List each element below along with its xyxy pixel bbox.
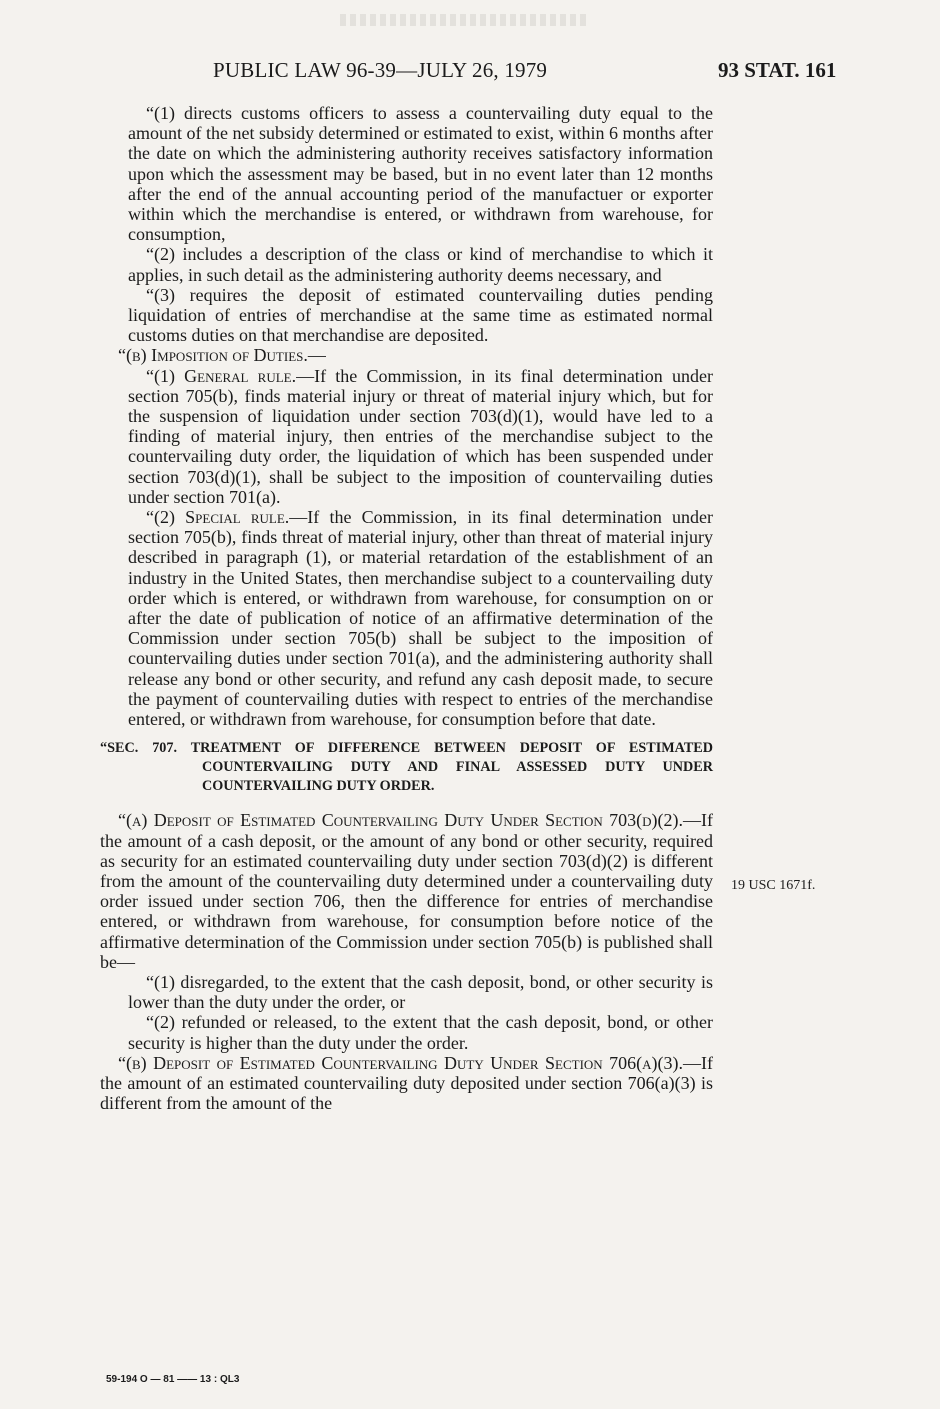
subsection-b7-lead: “(b) Deposit of Estimated Countervailing Duty Under Section 706(a)(3). [118,1052,683,1073]
subsection-a-body: —If the amount of a cash deposit, or the amount of any bond or other security, required as security for an estimated countervailing duty under section 703(d)(2) is different from the amount of the countervailing duty determined under a countervailing duty order issued under section 706, then the difference for entries of merchandise entered, or withdrawn from warehouse, for consumption before notice of the affirmative determination of the Commission under section 705(b) is published shall be— [100,810,713,972]
subsection-b7-body: —If the amount of an estimated countervailing duty deposited under section 706(a)(3) is different from the amount of the [100,1052,713,1114]
page-header-title: PUBLIC LAW 96-39—JULY 26, 1979 [213,58,548,82]
paragraph-a2: “(2) refunded or released, to the extent that the cash deposit, bond, or other security is higher than the duty under the order. [128,1012,713,1053]
section-707-heading: “SEC. 707. TREATMENT OF DIFFERENCE BETWEEN DEPOSIT OF ESTIMATED COUNTERVAILING DUTY AND FINAL ASSESSED DUTY UNDER COUNTERVAILING DUTY ORDER. [100,740,713,795]
subsection-a [100,810,713,972]
subsection-a-lead: “(a) Deposit of Estimated Countervailing Duty Under Section 703(d)(2). [118,810,683,831]
bleed-through-artifact [340,14,590,26]
special-rule-body: —If the Commission, in its final determination under section 705(b), finds threat of material injury, other than threat of material injury described in paragraph (1), or material retardation of the establishment of an industry in the United States, then merchandise subject to a countervailing duty order which is entered, or withdrawn from warehouse, for consumption on or after the date of publication of notice of an affirmative determination of the Commission under section 705(b) shall be subject to the imposition of countervailing duties under section 701(a), and the administering authority shall release any bond or other security, and refund any cash deposit made, to secure the payment of countervailing duties with respect to entries of the merchandise entered, or withdrawn from warehouse, for consumption before that date. [128,507,713,730]
paragraph-b2 [100,507,713,729]
paragraph-1: “(1) directs customs officers to assess a countervailing duty equal to the amount of the net subsidy determined or estimated to exist, within 6 months after the date on which the administering authority receives satisfactory information upon which the assessment may be based, but in no event later than 12 months after the end of the annual accounting period of the manufactuer or exporter within which the merchandise is entered, or withdrawn from warehouse, for consumption, [128,103,713,245]
print-footer: 59-194 O — 81 —— 13 : QL3 [106,1374,240,1385]
subsection-b7 [100,1053,713,1114]
page-header-stat: 93 STAT. 161 [718,58,837,82]
paragraph-3: “(3) requires the deposit of estimated countervailing duties pending liquidation of entries of merchandise at the same time as estimated normal customs duties on that merchandise are deposited. [128,284,713,346]
main-text [100,103,713,1113]
margin-citation: 19 USC 1671f. [731,878,816,893]
paragraph-a1: “(1) disregarded, to the extent that the cash deposit, bond, or other security is lower than the duty under the order, or [128,971,713,1013]
paragraph-b1 [100,366,713,507]
general-rule-lead: “(1) General rule. [146,365,297,386]
general-rule-body: —If the Commission, in its final determination under section 705(b), finds material injury or threat of material injury which, but for the suspension of liquidation under section 703(d)(1), would have led to a finding of material injury, then entries of the merchandise subject to the countervailing duty order, the liquidation of which has been suspended under section 703(d)(1), shall be subject to the imposition of countervailing duties under section 701(a). [128,365,713,507]
special-rule-lead: “(2) Special rule. [146,507,290,528]
paragraph-2: “(2) includes a description of the class or kind of merchandise to which it applies, in such detail as the administering authority deems necessary, and [128,244,713,285]
subsection-b-heading: “(b) Imposition of Duties.— [118,345,326,366]
